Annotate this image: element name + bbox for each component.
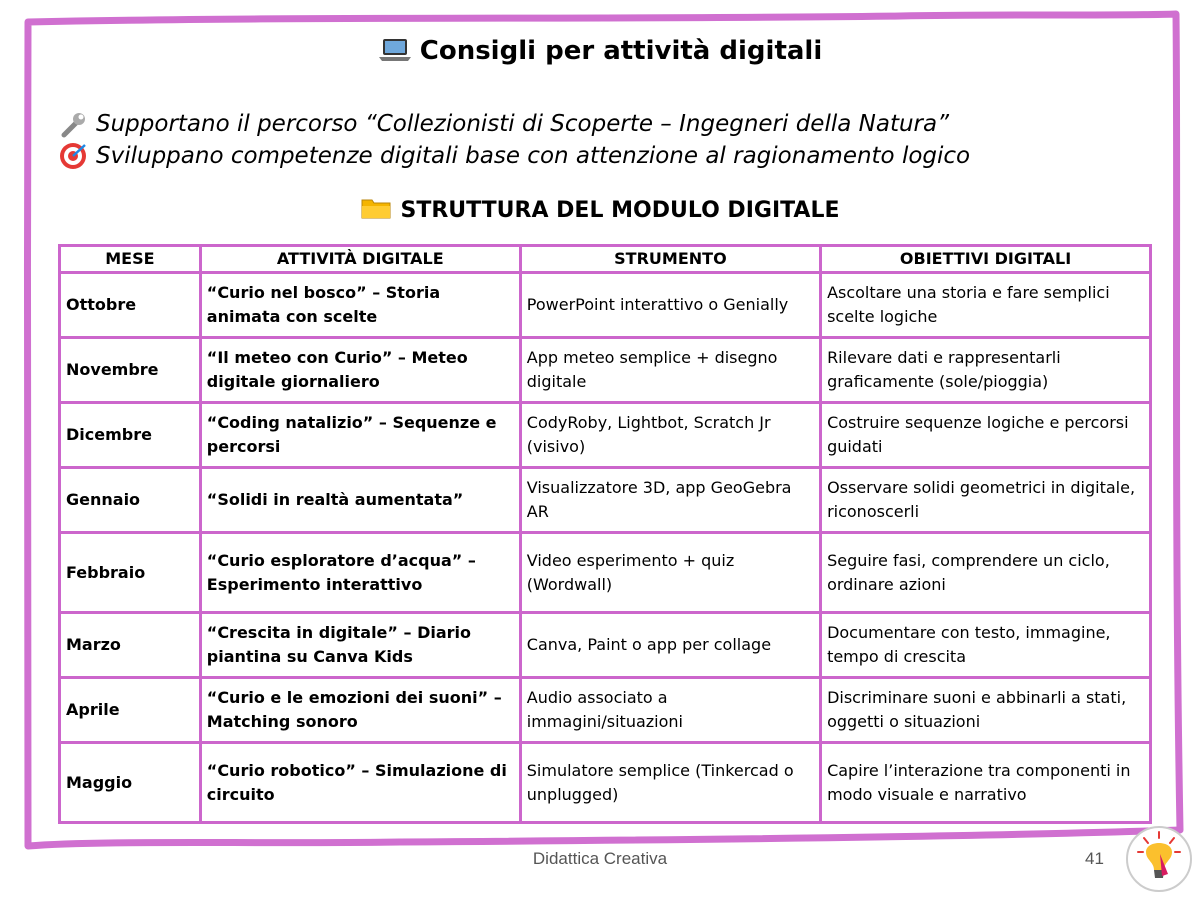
section-title	[0, 196, 1200, 223]
cell-tool: Visualizzatore 3D, app GeoGebra AR	[520, 468, 820, 533]
header-tool: STRUMENTO	[520, 246, 820, 273]
cell-objectives: Costruire sequenze logiche e percorsi guidati	[821, 403, 1151, 468]
cell-month: Ottobre	[60, 273, 201, 338]
intro-list	[58, 108, 970, 172]
table-row	[60, 273, 1151, 338]
cell-month: Marzo	[60, 613, 201, 678]
table-row	[60, 468, 1151, 533]
cell-tool: Simulatore semplice (Tinkercad o unplugged)	[520, 743, 820, 823]
intro-line-1	[58, 108, 970, 140]
page-number: 41	[1085, 849, 1104, 868]
section-title-text: STRUTTURA DEL MODULO DIGITALE	[400, 198, 840, 223]
cell-objectives: Capire l’interazione tra componenti in modo visuale e narrativo	[821, 743, 1151, 823]
cell-activity: “Solidi in realtà aumentata”	[200, 468, 520, 533]
cell-objectives: Osservare solidi geometrici in digitale, riconoscerli	[821, 468, 1151, 533]
cell-month: Gennaio	[60, 468, 201, 533]
header-activity: ATTIVITÀ DIGITALE	[200, 246, 520, 273]
cell-activity: “Crescita in digitale” – Diario piantina su Canva Kids	[200, 613, 520, 678]
cell-month: Febbraio	[60, 533, 201, 613]
header-month: MESE	[60, 246, 201, 273]
cell-objectives: Documentare con testo, immagine, tempo di crescita	[821, 613, 1151, 678]
page-title-text: Consigli per attività digitali	[419, 36, 823, 66]
cell-activity: “Coding natalizio” – Sequenze e percorsi	[200, 403, 520, 468]
cell-objectives: Ascoltare una storia e fare semplici scelte logiche	[821, 273, 1151, 338]
intro-line-2	[58, 140, 970, 172]
cell-month: Dicembre	[60, 403, 201, 468]
table-row	[60, 533, 1151, 613]
table-row	[60, 678, 1151, 743]
cell-activity: “Curio robotico” – Simulazione di circuito	[200, 743, 520, 823]
footer-text: Didattica Creativa	[532, 849, 668, 868]
cell-month: Aprile	[60, 678, 201, 743]
table-row	[60, 743, 1151, 823]
cell-month: Maggio	[60, 743, 201, 823]
wrench-icon	[58, 109, 88, 139]
lightbulb-logo-icon	[1124, 824, 1194, 894]
page-title	[0, 36, 1200, 70]
cell-objectives: Discriminare suoni e abbinarli a stati, oggetti o situazioni	[821, 678, 1151, 743]
intro-text-2: Sviluppano competenze digitali base con attenzione al ragionamento logico	[96, 143, 971, 169]
table-row	[60, 338, 1151, 403]
header-objectives: OBIETTIVI DIGITALI	[821, 246, 1151, 273]
target-icon	[58, 141, 88, 171]
folder-icon	[360, 196, 392, 220]
cell-objectives: Rilevare dati e rappresentarli graficamente (sole/pioggia)	[821, 338, 1151, 403]
cell-tool: Video esperimento + quiz (Wordwall)	[520, 533, 820, 613]
cell-tool: CodyRoby, Lightbot, Scratch Jr (visivo)	[520, 403, 820, 468]
cell-tool: App meteo semplice + disegno digitale	[520, 338, 820, 403]
cell-activity: “Curio e le emozioni dei suoni” – Matching sonoro	[200, 678, 520, 743]
cell-activity: “Curio esploratore d’acqua” – Esperimento interattivo	[200, 533, 520, 613]
activities-table	[58, 244, 1152, 824]
cell-tool: Canva, Paint o app per collage	[520, 613, 820, 678]
intro-text-1: Supportano il percorso “Collezionisti di Scoperte – Ingegneri della Natura”	[96, 111, 949, 137]
table-row	[60, 613, 1151, 678]
cell-activity: “Il meteo con Curio” – Meteo digitale giornaliero	[200, 338, 520, 403]
table-header-row	[60, 246, 1151, 273]
cell-objectives: Seguire fasi, comprendere un ciclo, ordinare azioni	[821, 533, 1151, 613]
cell-tool: Audio associato a immagini/situazioni	[520, 678, 820, 743]
cell-activity: “Curio nel bosco” – Storia animata con scelte	[200, 273, 520, 338]
laptop-icon	[378, 37, 412, 70]
cell-tool: PowerPoint interattivo o Genially	[520, 273, 820, 338]
table-row	[60, 403, 1151, 468]
cell-month: Novembre	[60, 338, 201, 403]
